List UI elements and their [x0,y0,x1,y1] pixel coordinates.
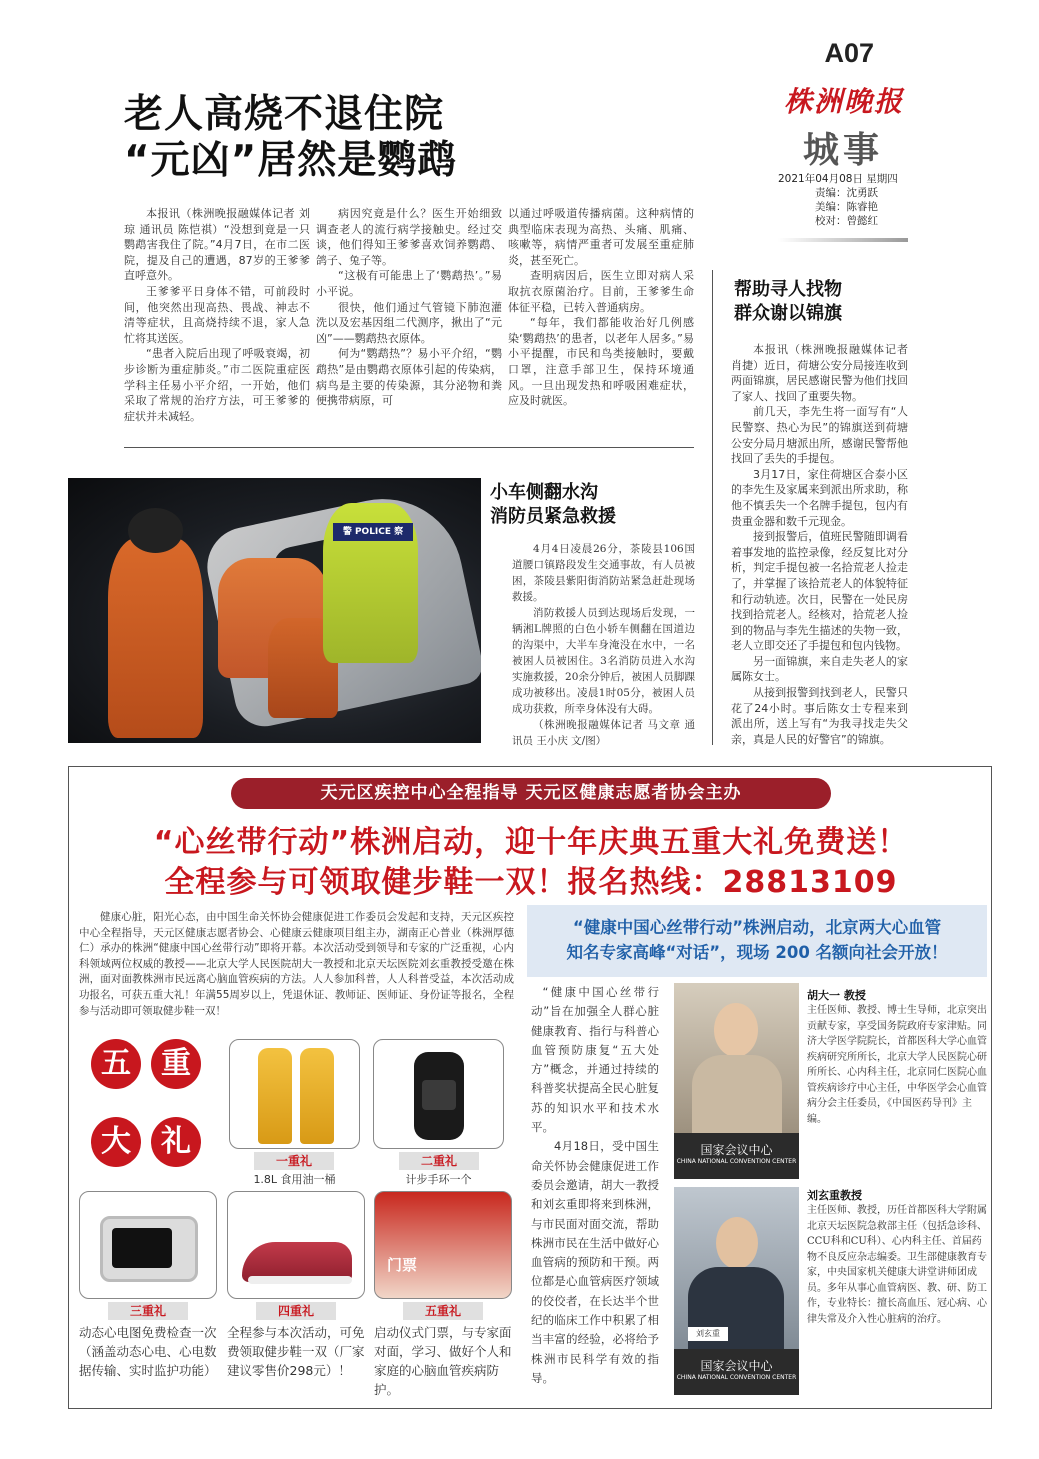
article1-column-2 [316,206,502,409]
article1-column-3 [508,206,694,409]
podium-sign: 国家会议中心 CHINA NATIONAL CONVENTION CENTER [674,1133,799,1179]
article3-paragraph: 前几天，李先生将一面写有“人民警察、热心为民”的锦旗送到荷塘公安分局月塘派出所，感谢民警帮他找回了丢失的手提包。 [731,405,908,466]
health-event-advertisement [68,766,992,1409]
article1-headline [124,92,457,184]
article1-paragraph: 很快，他们通过气管镜下肺泡灌洗以及宏基因组二代测序，揪出了“元凶”——鹦鹉热衣原体。 [316,300,502,345]
oil-bottle-icon [258,1048,292,1144]
doctor-face [714,1003,758,1057]
doctor1-info [807,987,987,1127]
article3-paragraph: 从接到报警到找到老人，民警只花了24小时。事后陈女士专程来到派出所，送上写有“为我寻找走失父亲，真是人民的好警官”的锦旗。 [731,686,908,746]
article2-credit: （株洲晚报融媒体记者 马文章 通讯员 王小庆 文/图） [512,719,695,747]
prize-3-image [79,1191,217,1299]
article1-paragraph: 何为“鹦鹉热”？易小平介绍，“鹦鹉热”是由鹦鹉衣原体引起的传染病，病鸟是主要的传染源，其分泌物和粪便携带病原，可 [316,347,502,408]
police-vest-label: 警 POLICE 察 [333,523,413,541]
issue-date: 2021年04月08日 星期四 [778,173,898,185]
ad-organizer-banner: 天元区疾控中心全程指导 天元区健康志愿者协会主办 [231,778,831,809]
ad-headline-2: 全程参与可领取健步鞋一双！报名热线：28813109 [164,865,898,900]
header-divider [778,238,908,242]
article1-title-line2: “元凶”居然是鹦鹉 [124,138,458,183]
prize-1-caption: 1.8L 食用油一桶 [253,1173,336,1186]
prize-2-tag: 二重礼 [399,1152,479,1170]
doctor1-name: 胡大一 教授 [807,989,866,1002]
ad-intro-text: 健康心脏，阳光心态，由中国生命关怀协会健康促进工作委员会发起和支持，天元区疾控中心全程指导，天元区健康志愿者协会、心健康云健康项目组主办，湖南正心普业（株洲厚德仁）承办的株洲“健康中国心丝带行动”即将开幕。本次活动受到领导和专家的广泛重视，心内科领域两位权威的教授——北京大学人民医院胡大一教授和北京天坛医院刘玄重教授受邀在株洲，面对面教株洲市民远离心脑血管疾病的方法。人人参加科普，人人科普受益，本次活动成功报名，可获五重大礼！年满55周岁以上，凭退休证、教师证、医师证、身份证等报名，全程参与活动即可领取健步鞋一双！ [79,911,514,1017]
article-divider [124,447,694,448]
newspaper-masthead-logo: 株洲晚报 [784,85,905,118]
article1-paragraph: 以通过呼吸道传播病菌。这种病情的典型临床表现为高热、头痛、肌痛、咳嗽等，病情严重者可发展至重症肺炎，甚至死亡。 [508,207,694,267]
article1-paragraph: 病因究竟是什么？医生开始细致调查老人的流行病学接触史。经过交谈，他们得知王爹爹喜欢饲养鹦鹉、鸽子、兔子等。 [316,207,502,267]
ad-body-paragraph: 4月18日，受中国生命关怀协会健康促进工作委员会邀请，胡大一教授和刘玄重即将来到株洲，与市民面对面交流，帮助株洲市民在生活中做好心血管病的预防和干预。两位都是心血管病医疗领域的佼佼者，在长达半个世纪的临床工作中积累了相当丰富的经验，必将给予株洲市民科学有效的指导。 [531,1139,659,1385]
article2-headline [490,481,616,529]
article3-paragraph: 接到报警后，值班民警随即调看着事发地的监控录像，经反复比对分析，判定手提包被一名拾荒老人捡走了，并掌握了该拾荒老人的体貌特征和行动轨迹。次日，民警在一处民房找到拾荒老人。经核对，拾荒老人捡到的物品与李先生描述的失物一致，老人立即交还了手提包和包内钱物。 [731,530,908,653]
prize-1-image [229,1039,360,1149]
prize-3-tag: 三重礼 [108,1302,188,1320]
page-number: A07 [824,38,874,68]
name-badge: 刘玄重 [688,1327,728,1341]
article3-paragraph: 3月17日，家住荷塘区合泰小区的李先生及家属来到派出所求助，称他不慎丢失一个名牌手提包，包内有贵重金器和数千元现金。 [731,467,908,528]
article3-body [731,342,908,747]
ad-headline-1: “心丝带行动”株洲启动，迎十年庆典五重大礼免费送！ [153,825,909,860]
article2-paragraph: 消防救援人员到达现场后发现，一辆湘L牌照的白色小轿车侧翻在国道边的沟渠中，大半车身淹没在水中，一名被困人员被困住。3名消防员进入水沟实施救援，20余分钟后，被困人员脚踝成功被移出。凌晨1时05分，被困人员成功获救，所幸身体没有大碍。 [512,607,695,715]
prize-5-image [374,1191,512,1299]
prize-4-tag: 四重礼 [256,1302,336,1320]
expert-dialogue-title-line1: “健康中国心丝带行动”株洲启动，北京两大心血管 [572,918,942,937]
article1-paragraph: 查明病因后，医生立即对病人采取抗衣原菌治疗。目前，王爹爹生命体征平稳，已转入普通病房。 [508,269,694,314]
doctor2-photo [674,1187,799,1395]
article3-paragraph: 另一面锦旗，来自走失老人的家属陈女士。 [731,654,908,684]
prize-char: 重 [151,1039,201,1089]
doctor-body [688,1267,784,1357]
podium-sign: 国家会议中心 CHINA NATIONAL CONVENTION CENTER [674,1349,799,1395]
doctor1-bio: 主任医师、教授、博士生导师，北京突出贡献专家，享受国务院政府专家津贴。同济大学医学院院长，首都医科大学心血管疾病研究所所长，北京大学人民医院心研所所长、心内科主任，北京同仁医院心血管疾病诊疗中心主任，中华医学会心血管病分会主任委员，《中国医药导刊》主编。 [807,1005,987,1125]
article1-paragraph: “这极有可能患上了‘鹦鹉热’。”易小平说。 [316,269,502,298]
proofreader-credit: 校对：曾懿红 [815,215,878,227]
article2-paragraph: 4月4日凌晨26分，茶陵县106国道腰口镇路段发生交通事故，有人员被困，茶陵县紫阳街消防站紧急赶赴现场救援。 [512,543,695,603]
article1-column-1 [124,206,310,424]
firefighter-figure [108,538,203,738]
article2-body [512,541,695,749]
prize-char: 礼 [151,1117,201,1167]
article2-title-line2: 消防员紧急救援 [490,506,616,527]
article1-paragraph: “每年，我们都能收治好几例感染‘鹦鹉热’的患者，以老年人居多。”易小平提醒，市民和鸟类接触时，要戴口罩，注意手部卫生，保持环境通风。一旦出现发热和呼吸困难症状，应及时就医。 [508,316,694,408]
article3-title-line1: 帮助寻人找物 [734,279,842,300]
prize-4-description: 全程参与本次活动，可免费领取健步鞋一双（厂家建议零售价298元）！ [227,1325,365,1378]
doctor2-name: 刘玄重教授 [807,1189,862,1202]
doctor2-bio: 主任医师、教授，历任首都医科大学附属北京天坛医院急救部主任（包括急诊科、CCU科和CU科）、心内科主任、首届药物不良反应杂志编委。卫生部健康教育专家，中央国家机关健康大讲堂讲师团成员。多年从事心血管病医、教、研、防工作，专业特长：擅长高血压、冠心病、心律失常及介入性心脏病的治疗。 [807,1205,987,1325]
article3-title-line2: 群众谢以锦旗 [734,303,842,324]
prize-1-tag: 一重礼 [254,1152,334,1170]
prize-2-image [373,1039,504,1149]
prize-5-description: 启动仪式门票，与专家面对面，学习、做好个人和家庭的心脑血管疾病防护。 [374,1325,512,1397]
editor-credit: 责编：沈勇跃 [815,187,878,199]
expert-dialogue-title [527,905,987,977]
section-title: 城事 [803,129,884,171]
column-divider [712,270,713,745]
article1-title-line1: 老人高烧不退住院 [124,92,445,137]
expert-dialogue-title-line2: 知名专家高峰“对话”，现场 200 名额向社会开放！ [566,943,948,962]
article1-paragraph: 王爹爹平日身体不错，可前段时间，他突然出现高热、畏战、神志不清等症状，且高烧持续不退，家人急忙将其送医。 [124,284,310,345]
prize-4-image [227,1191,365,1299]
prize-5-tag: 五重礼 [403,1302,483,1320]
article3-headline [734,278,842,326]
prize-3-description: 动态心电图免费检查一次（涵盖动态心电、心电数据传输、实时监护功能） [79,1325,217,1378]
doctor-face [716,1217,758,1269]
oil-bottle-icon [300,1048,334,1144]
prize-2-caption: 计步手环一个 [405,1173,472,1186]
article3-paragraph: 本报讯（株洲晚报融媒体记者 肖捷）近日，荷塘公安分局接连收到两面锦旗，居民感谢民警为他们找回了家人、找回了重要失物。 [731,343,908,403]
prize-char: 五 [91,1039,141,1089]
designer-credit: 美编：陈睿艳 [815,201,878,213]
article1-paragraph: 本报讯（株洲晚报融媒体记者 刘琼 通讯员 陈恺祺）“没想到竟是一只鹦鹉害我住了院。”4月7日，在市二医院，提及自己的遭遇，87岁的王爹爹直呼意外。 [124,207,310,283]
doctor2-info [807,1187,987,1327]
prize-char: 大 [91,1117,141,1167]
firefighter-helmet [128,508,183,553]
doctor-body [692,1055,782,1135]
rescue-photo [68,478,481,743]
ad-body-column [531,983,659,1388]
doctor1-photo [674,983,799,1179]
ticket-label: 门票 [387,1256,418,1274]
article2-title-line1: 小车侧翻水沟 [490,482,598,503]
ad-body-paragraph: “健康中国心丝带行动”旨在加强全人群心脏健康教育、指行与科普心血管预防康复“五大处方”概念，并通过持续的科普奖状提高全民心脏复苏的知识水平和技术水平。 [531,985,659,1135]
article1-paragraph: “患者入院后出现了呼吸衰竭，初步诊断为重症肺炎。”市二医院重症医学科主任易小平介绍，一开始，他们采取了常规的治疗方法，可王爹爹的症状并未减轻。 [124,347,310,423]
